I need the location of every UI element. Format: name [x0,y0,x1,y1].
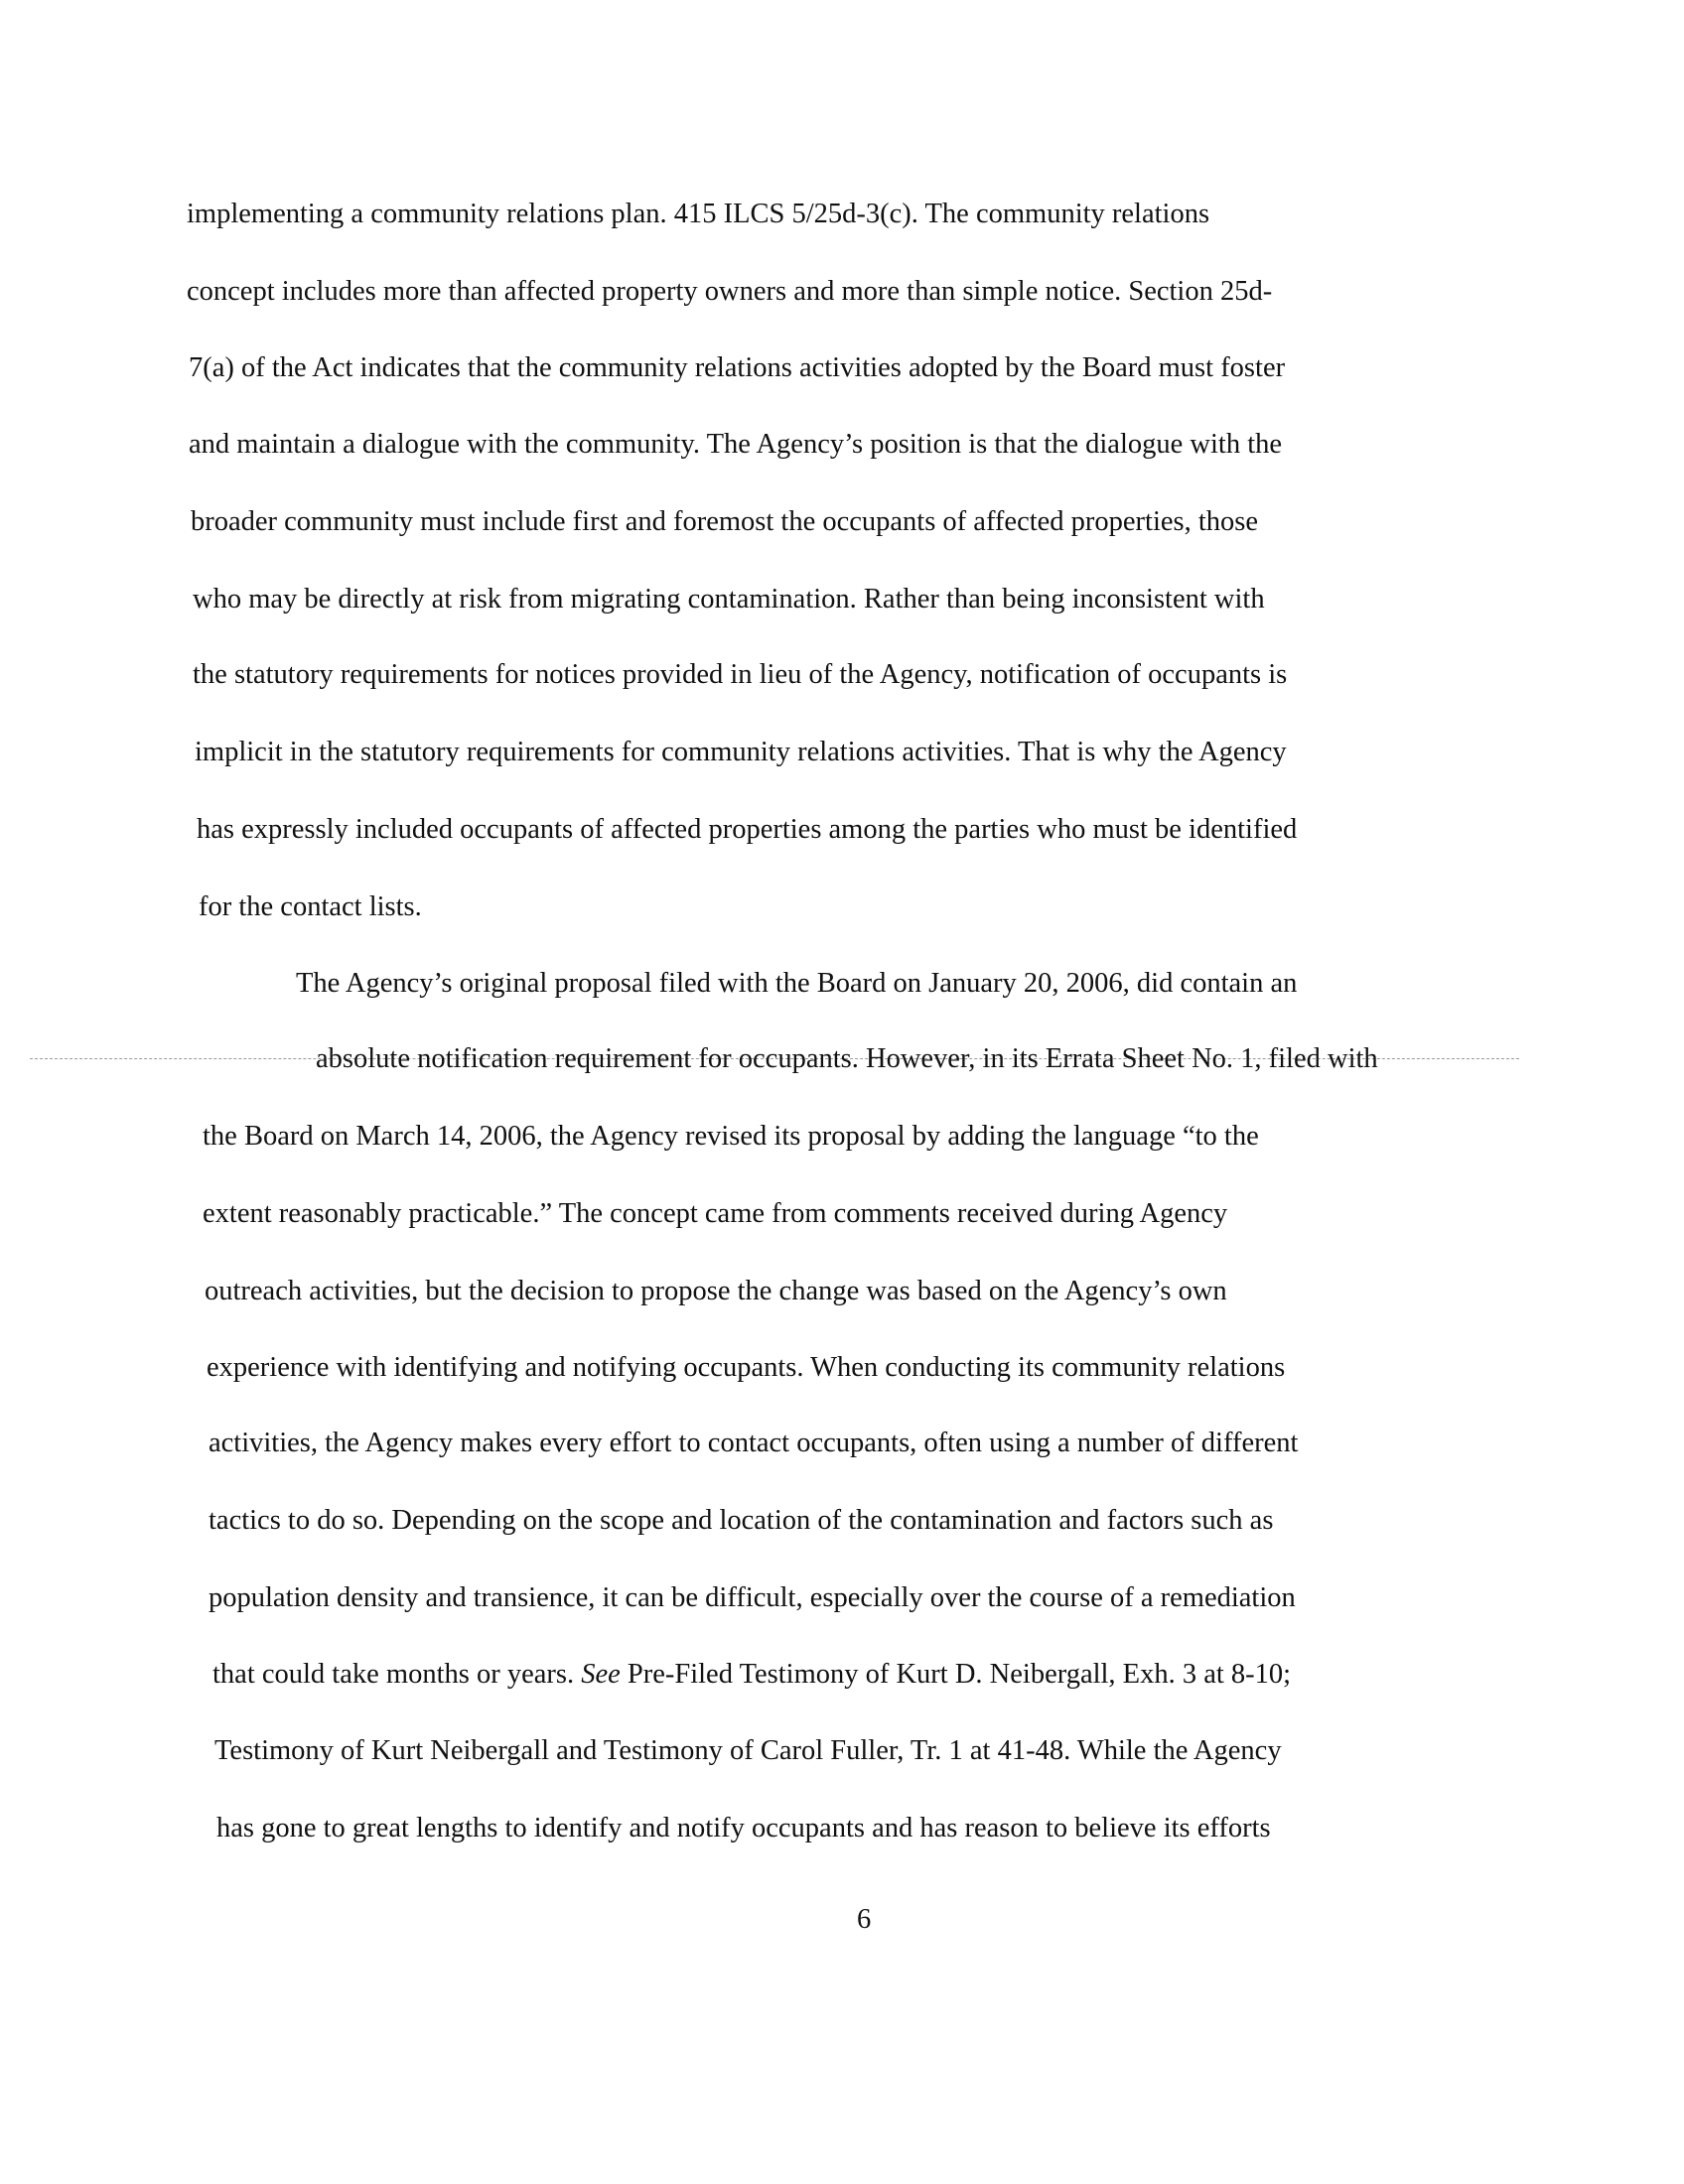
text-line: has expressly included occupants of affected properties among the parties who must be identified [197,814,1298,845]
text-line: for the contact lists. [199,891,422,922]
text-line-with-citation [212,1661,1291,1690]
text-line: 7(a) of the Act indicates that the community relations activities adopted by the Board must foster [189,352,1286,383]
text-line: activities, the Agency makes every effort to contact occupants, often using a number of different [209,1428,1299,1458]
text-line: tactics to do so. Depending on the scope and location of the contamination and factors such as [209,1505,1274,1536]
text-line: extent reasonably practicable.” The concept came from comments received during Agency [203,1198,1228,1229]
text-line: broader community must include first and foremost the occupants of affected properties, those [191,506,1259,537]
text-line: the statutory requirements for notices provided in lieu of the Agency, notification of occupants is [193,659,1288,690]
text-line: the Board on March 14, 2006, the Agency revised its proposal by adding the language “to the [203,1121,1259,1152]
text-segment: Pre-Filed Testimony of Kurt D. Neibergall, Exh. 3 at 8-10; [620,1659,1292,1690]
text-segment: that could take months or years. [212,1659,582,1690]
paragraph-first-line: The Agency’s original proposal filed with the Board on January 20, 2006, did contain an [296,968,1298,999]
see-signal-italic: See [581,1659,621,1690]
text-line: outreach activities, but the decision to propose the change was based on the Agency’s own [205,1276,1227,1306]
text-line: implicit in the statutory requirements for community relations activities. That is why the Agency [195,737,1287,767]
text-line: has gone to great lengths to identify and notify occupants and has reason to believe its efforts [216,1813,1271,1843]
text-line: who may be directly at risk from migrating contamination. Rather than being inconsistent with [193,584,1265,614]
text-line: implementing a community relations plan. 415 ILCS 5/25d-3(c). The community relations [187,199,1210,229]
text-line: concept includes more than affected property owners and more than simple notice. Section 25d- [187,276,1273,307]
text-line: population density and transience, it can be difficult, especially over the course of a remediation [209,1582,1296,1613]
text-line: Testimony of Kurt Neibergall and Testimony of Carol Fuller, Tr. 1 at 41-48. While the Agency [214,1735,1282,1766]
text-line: absolute notification requirement for occupants. However, in its Errata Sheet No. 1, filed with [316,1043,1378,1074]
text-line: experience with identifying and notifying occupants. When conducting its community relations [207,1352,1286,1383]
page-number: 6 [857,1904,872,1935]
text-line: and maintain a dialogue with the community. The Agency’s position is that the dialogue with the [189,429,1283,460]
